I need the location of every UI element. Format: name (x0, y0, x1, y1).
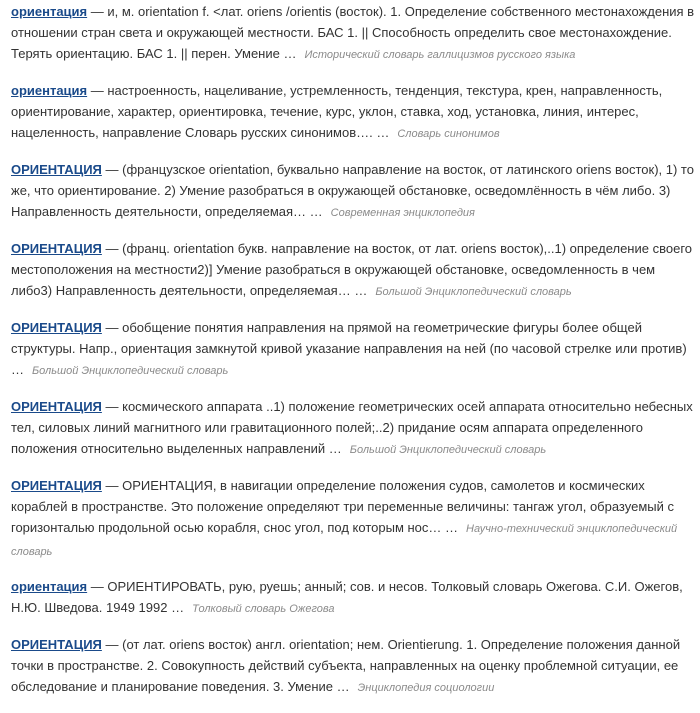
entry-definition: — (французское orientation, буквально направление на восток, от латинского oriens восток), 1) то же, что ориентирование. 2) Умение разобраться в окружающей обстановке, осведомлённость в чём либо. 3) Направленность деятельности, определяемая… (11, 162, 694, 219)
entry-definition: — настроенность, нацеливание, устремленность, тенденция, текстура, крен, направленность, ориентирование, характер, ориентировка, течение, курс, уклон, ставка, ход, установка, линия, интерес, нацеленность, направление Словарь русских синонимов…. (11, 83, 663, 140)
read-more-link[interactable]: … (167, 600, 185, 615)
read-more-link[interactable]: … (306, 204, 323, 219)
dictionary-entry (11, 576, 696, 620)
read-more-link[interactable]: … (325, 441, 342, 456)
entry-source-link[interactable]: Научно-технический энциклопедический словарь (11, 523, 678, 558)
entry-term-link[interactable]: ОРИЕНТАЦИЯ (11, 162, 102, 177)
entry-definition: — (от лат. oriens восток) англ. orientation; нем. Orientierung. 1. Определение положения данной точки в пространстве. 2. Совокупность действий субъекта, направленных на оценку проблемной ситуации, ее обследование и планирование поведения. 3. Умение (11, 637, 681, 694)
entry-source-link[interactable]: Словарь синонимов (397, 128, 500, 140)
entry-source-link[interactable]: Большой Энциклопедический словарь (349, 444, 547, 456)
entry-source-link[interactable]: Большой Энциклопедический словарь (375, 286, 572, 298)
dictionary-entry (11, 317, 696, 382)
dictionary-entry (11, 396, 696, 461)
dictionary-entry (11, 159, 696, 224)
entry-term-link[interactable]: ОРИЕНТАЦИЯ (11, 320, 102, 335)
entry-source-link[interactable]: Толковый словарь Ожегова (192, 603, 335, 615)
entry-term-link[interactable]: ориентация (11, 4, 88, 19)
entry-source-link[interactable]: Энциклопедия социологии (357, 682, 495, 694)
entry-term-link[interactable]: ОРИЕНТАЦИЯ (11, 399, 102, 414)
entry-source-link[interactable]: Современная энциклопедия (330, 207, 475, 219)
dictionary-entry (11, 475, 696, 563)
dictionary-entry (11, 80, 696, 145)
entry-term-link[interactable]: ОРИЕНТАЦИЯ (11, 241, 102, 256)
entry-term-link[interactable]: ОРИЕНТАЦИЯ (11, 637, 102, 652)
entry-term-link[interactable]: ориентация (11, 579, 88, 594)
entry-definition: — ОРИЕНТИРОВАТЬ, рую, руешь; анный; сов. и несов. Толковый словарь Ожегова. С.И. Ожегов, Н.Ю. Шведова. 1949 1992 (11, 579, 683, 615)
entry-term-link[interactable]: ОРИЕНТАЦИЯ (11, 478, 102, 493)
read-more-link[interactable]: … (279, 46, 297, 61)
search-results-list (11, 1, 696, 713)
read-more-link[interactable]: … (372, 125, 390, 140)
dictionary-entry (11, 1, 696, 66)
read-more-link[interactable]: … (333, 679, 350, 694)
entry-definition: — и, м. orientation f. <лат. oriens /orientis (восток). 1. Определение собственного местонахождения в отношении стран света и окружающей местности. БАС 1. || Способность определить свое местонахождение. Терять ориентацию. БАС 1. || перен. Умение (11, 4, 695, 61)
entry-term-link[interactable]: ориентация (11, 83, 88, 98)
dictionary-entry (11, 634, 696, 699)
entry-definition: — ОРИЕНТАЦИЯ, в навигации определение положения судов, самолетов и космических кораблей в пространстве. Это положение определяют три переменные величины: тангаж угол, образуемый с горизонталью продольной осью корабля, снос угол, под которым нос… (11, 478, 674, 535)
entry-source-link[interactable]: Исторический словарь галлицизмов русского языка (304, 49, 576, 61)
entry-definition: — космического аппарата ..1) положение геометрических осей аппарата относительно небесных тел, силовых линий магнитного или гравитационного полей;..2) придание осям аппарата определенного положения относительно выделенных направлений (11, 399, 693, 456)
read-more-link[interactable]: … (11, 362, 24, 377)
entry-source-link[interactable]: Большой Энциклопедический словарь (32, 365, 229, 377)
entry-definition: — обобщение понятия направления на прямой на геометрические фигуры более общей структуры. Напр., ориентация замкнутой кривой указание направления на ней (по часовой стрелке или против) (11, 320, 687, 356)
read-more-link[interactable]: … (350, 283, 368, 298)
entry-definition: — (франц. orientation букв. направление на восток, от лат. oriens восток),..1) определение своего местоположения на местности2)] Умение разобраться в окружающей обстановке, осведомленность в чем либо3) Направленность деятельности, определяемая… (11, 241, 693, 298)
read-more-link[interactable]: … (441, 520, 459, 535)
dictionary-entry (11, 238, 696, 303)
